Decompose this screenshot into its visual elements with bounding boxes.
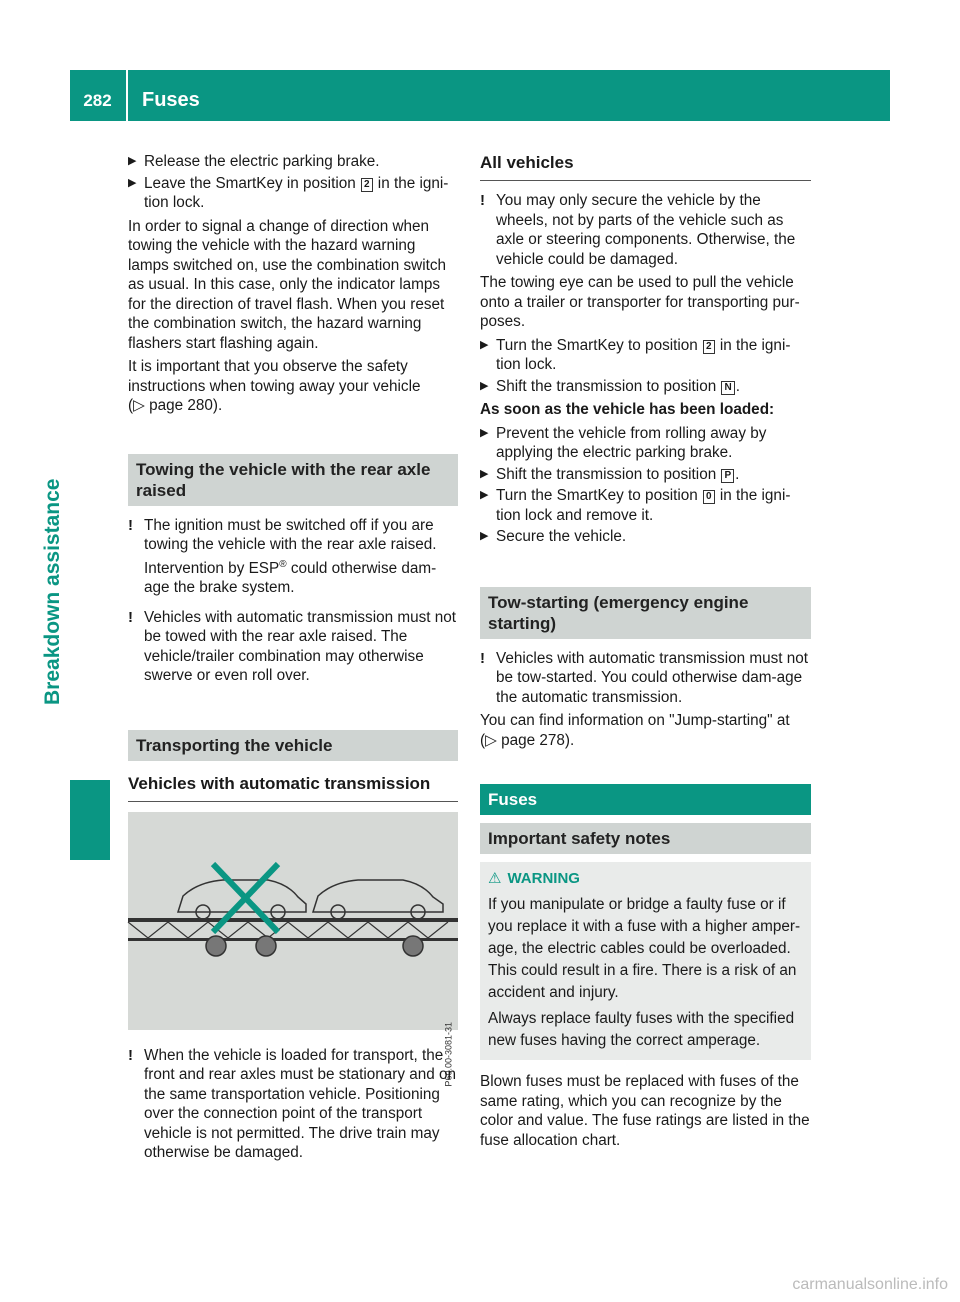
warning-note	[128, 1046, 458, 1163]
paragraph: It is important that you observe the safety instructions when towing away your vehicle (▷ page 280).	[128, 358, 421, 414]
page-reference[interactable]: page 278).	[501, 731, 575, 749]
warning-header	[488, 868, 803, 890]
paragraph: Blown fuses must be replaced with fuses of the same rating, which you can recognize by the color and value. The fuse ratings are listed in the fuse allocation chart.	[480, 1073, 810, 1149]
transport-figure	[128, 812, 458, 1087]
side-tab-label: Breakdown assistance	[41, 478, 64, 705]
watermark: carmanualsonline.info	[792, 1276, 948, 1293]
bullet-text: in the igni-tion lock and remove it.	[496, 487, 791, 524]
exclamation-icon: !	[128, 1046, 133, 1064]
bullet-text: Prevent the vehicle from rolling away by applying the electric parking brake.	[496, 424, 767, 461]
bullet-arrow-icon: ▶	[480, 338, 489, 351]
list-item	[480, 527, 811, 547]
exclamation-icon: !	[128, 516, 133, 534]
paragraph: You can find information on "Jump-starting" at (▷ page 278).	[480, 712, 790, 749]
exclamation-icon: !	[128, 608, 133, 626]
bullet-arrow-icon: ▶	[480, 379, 489, 392]
exclamation-icon: !	[480, 192, 485, 209]
key-position-2: 2	[703, 340, 715, 354]
list-item	[480, 377, 811, 397]
key-position-p: P	[721, 469, 734, 483]
warning-note	[128, 516, 458, 598]
paragraph: In order to signal a change of direction when towing the vehicle with the hazard warning lamps switched on, use the combination switch as usual. In this case, only the indicator lamps for the direction of travel flash. When you reset the combination switch, the hazard warning flashers start flashing again.	[128, 217, 446, 352]
note-text: could otherwise dam-age the brake system.	[144, 559, 437, 597]
bullet-arrow-icon: ▶	[128, 176, 137, 189]
bullet-text: Turn the SmartKey to position	[496, 487, 703, 504]
page-number: 282	[83, 91, 112, 110]
bullet-arrow-icon: ▶	[480, 489, 489, 501]
note-text: The ignition must be switched off if you are towing the vehicle with the rear axle raised. Intervention by ESP	[144, 516, 437, 577]
side-tab-marker	[70, 780, 110, 860]
list-item	[128, 174, 458, 213]
bullet-text: Shift the transmission to position	[496, 377, 721, 395]
note-text: You may only secure the vehicle by the wheels, not by parts of the vehicle such as axle or steering components. Otherwise, the vehicle could be damaged.	[496, 192, 796, 268]
warning-label: WARNING	[507, 870, 580, 887]
section-heading: Important safety notes	[480, 823, 811, 854]
key-position-2: 2	[361, 178, 373, 192]
section-heading: Transporting the vehicle	[128, 730, 458, 761]
bullet-text: Release the electric parking brake.	[144, 153, 380, 170]
key-position-n: N	[721, 381, 734, 395]
bullet-arrow-icon: ▶	[128, 155, 137, 167]
bullet-text: Shift the transmission to position	[496, 465, 721, 483]
list-item	[128, 152, 458, 172]
paragraph-text: It is important that you observe the safety instructions when towing away your vehicle	[128, 358, 421, 395]
warning-text: If you manipulate or bridge a faulty fuse or if you replace it with a fuse with a higher amper-age, the electric cables could be overloaded. This could result in a fire. There is a risk of an accident and injury.	[488, 896, 801, 1001]
exclamation-icon: !	[480, 649, 485, 667]
paragraph-text: You can find information on "Jump-starting" at	[480, 712, 790, 729]
warning-note	[128, 608, 458, 686]
note-text: When the vehicle is loaded for transport, the front and rear axles must be stationary and on the same transportation vehicle. Positioning over the connection point of the transport vehicle is not permitted. The drive train may otherwise be damaged.	[144, 1046, 457, 1162]
warning-note	[480, 649, 811, 708]
bullet-text: Secure the vehicle.	[496, 528, 627, 545]
car-transporter-illustration	[128, 812, 458, 1030]
figure-code: P60.00-3081-31	[444, 1021, 454, 1087]
list-item	[480, 424, 811, 463]
bold-heading: As soon as the vehicle has been loaded:	[480, 401, 775, 418]
section-heading: Tow-starting (emergency engine starting)	[480, 587, 811, 639]
bullet-arrow-icon: ▶	[480, 426, 489, 439]
paragraph: The towing eye can be used to pull the vehicle onto a trailer or transporter for transporting pur-poses.	[480, 274, 800, 330]
warning-note	[480, 191, 811, 269]
bullet-arrow-icon: ▶	[480, 467, 489, 480]
key-position-0: 0	[703, 490, 715, 504]
header-divider	[126, 70, 128, 121]
page-reference[interactable]: page 280).	[149, 397, 223, 414]
warning-triangle-icon: ⚠	[488, 870, 502, 887]
registered-mark: ®	[279, 558, 287, 570]
subheading: All vehicles	[480, 152, 811, 181]
page-title: Fuses	[142, 89, 200, 111]
subheading: Vehicles with automatic transmission	[128, 773, 458, 802]
bullet-text: in the igni-tion lock.	[496, 336, 791, 373]
note-text: Vehicles with automatic transmission must not be tow-started. You could otherwise dam-age the automatic transmission.	[496, 649, 809, 706]
list-item	[480, 486, 811, 525]
note-text: Vehicles with automatic transmission must not be towed with the rear axle raised. The vehicle/trailer combination may otherwise swerve or even roll over.	[144, 608, 457, 685]
section-heading: Towing the vehicle with the rear axle raised	[128, 454, 458, 506]
bullet-text: Leave the SmartKey in position	[144, 174, 360, 192]
bullet-text: in the igni-tion lock.	[144, 174, 449, 211]
right-column	[480, 152, 811, 1150]
list-item	[480, 336, 811, 375]
bullet-text: .	[735, 465, 740, 483]
page-ref-arrow-icon: ▷	[133, 397, 145, 414]
left-column	[128, 152, 458, 1163]
list-item	[480, 465, 811, 485]
page-ref-arrow-icon: ▷	[485, 731, 497, 749]
warning-box	[480, 862, 811, 1060]
bullet-arrow-icon: ▶	[480, 530, 489, 542]
bullet-text: Turn the SmartKey to position	[496, 336, 703, 354]
bullet-text: .	[735, 377, 740, 395]
warning-text: Always replace faulty fuses with the specified new fuses having the correct amperage.	[488, 1010, 795, 1049]
chapter-heading: Fuses	[480, 784, 811, 815]
